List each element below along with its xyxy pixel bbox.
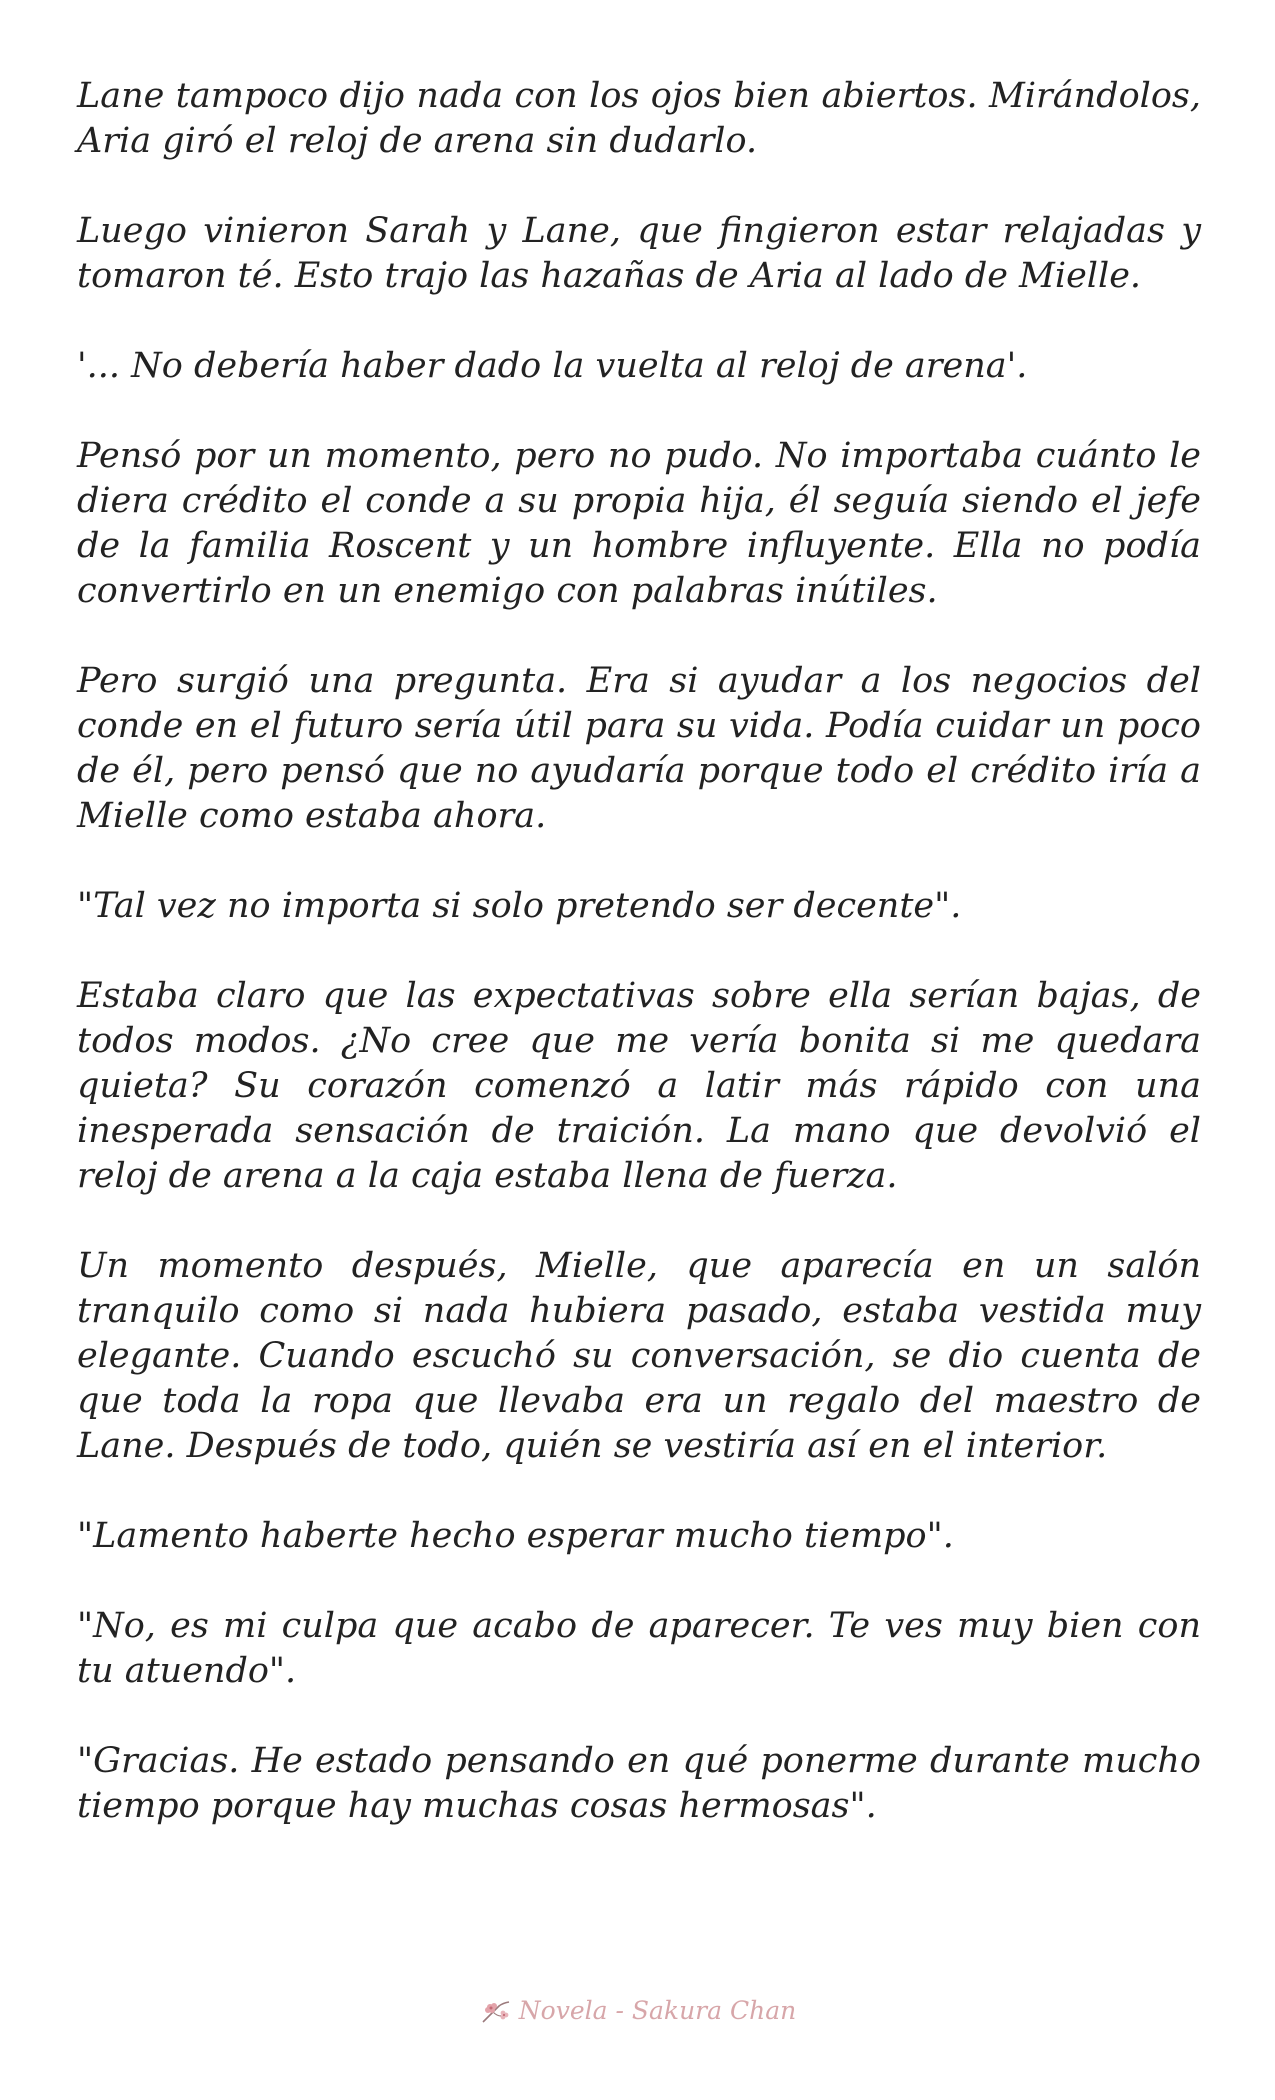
paragraph: Pensó por un momento, pero no pudo. No importaba cuánto le diera crédito el conde a su propia hija, él seguía siendo el jefe de la familia Roscent y un hombre influyente. Ella no podía convertirlo en un enemigo con palabras inútiles.	[77, 436, 1201, 611]
paragraph: "Tal vez no importa si solo pretendo ser decente".	[77, 886, 962, 926]
watermark	[0, 1996, 1275, 2028]
paragraph: "No, es mi culpa que acabo de aparecer. Te ves muy bien con tu atuendo".	[77, 1606, 1201, 1691]
paragraph: Lane tampoco dijo nada con los ojos bien abiertos. Mirándolos, Aria giró el reloj de arena sin dudarlo.	[77, 76, 1201, 161]
document-body	[77, 74, 1201, 1874]
paragraph: '... No debería haber dado la vuelta al reloj de arena'.	[77, 346, 1028, 386]
paragraph: Estaba claro que las expectativas sobre ella serían bajas, de todos modos. ¿No cree que me vería bonita si me quedara quieta? Su corazón comenzó a latir más rápido con una inesperada sensación de traición. La mano que devolvió el reloj de arena a la caja estaba llena de fuerza.	[77, 976, 1201, 1196]
paragraph: Un momento después, Mielle, que aparecía en un salón tranquilo como si nada hubiera pasado, estaba vestida muy elegante. Cuando escuchó su conversación, se dio cuenta de que toda la ropa que llevaba era un regalo del maestro de Lane. Después de todo, quién se vestiría así en el interior.	[77, 1246, 1201, 1466]
paragraph: "Lamento haberte hecho esperar mucho tiempo".	[77, 1516, 954, 1556]
paragraph: Pero surgió una pregunta. Era si ayudar a los negocios del conde en el futuro sería útil para su vida. Podía cuidar un poco de él, pero pensó que no ayudaría porque todo el crédito iría a Mielle como estaba ahora.	[77, 661, 1201, 836]
paragraph: "Gracias. He estado pensando en qué ponerme durante mucho tiempo porque hay muchas cosas hermosas".	[77, 1741, 1201, 1826]
cherry-blossom-icon	[479, 1998, 513, 2028]
watermark-text: Novela - Sakura Chan	[518, 1996, 797, 2025]
paragraph: Luego vinieron Sarah y Lane, que fingieron estar relajadas y tomaron té. Esto trajo las hazañas de Aria al lado de Mielle.	[77, 211, 1201, 296]
